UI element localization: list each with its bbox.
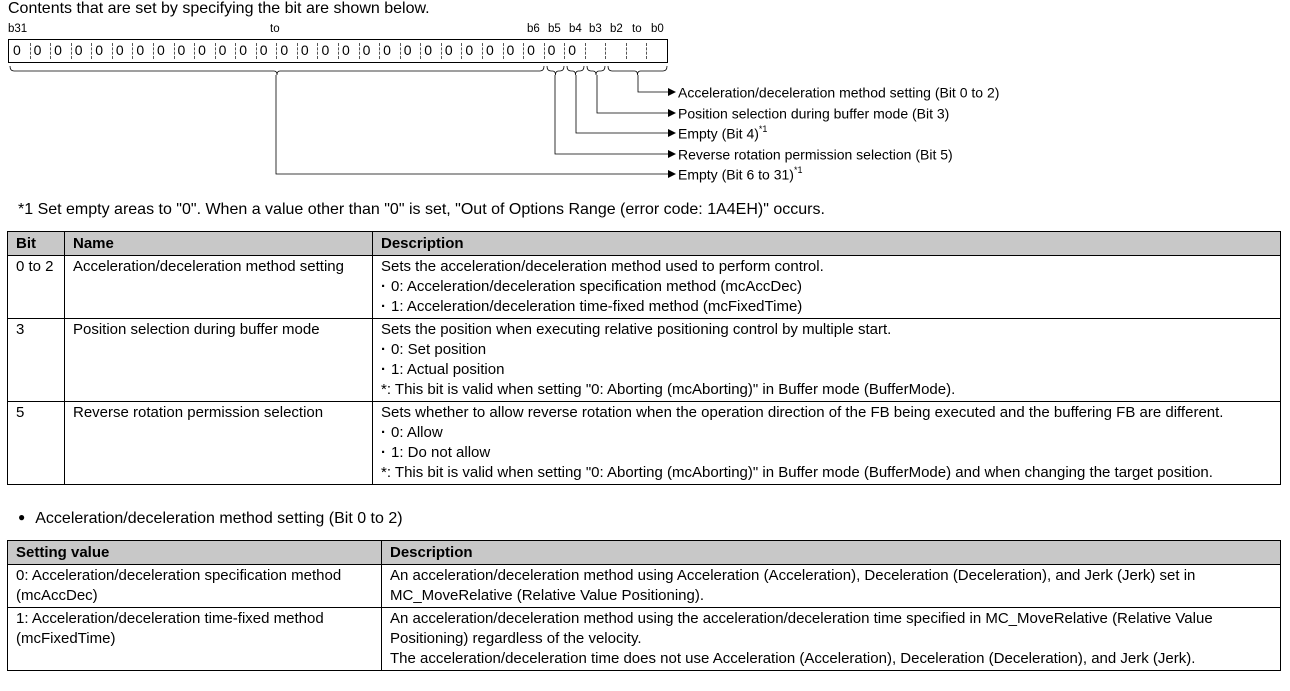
- option-text: 0: Set position: [391, 341, 487, 358]
- option-text: 0: Acceleration/deceleration specification method (mcAccDec): [391, 278, 803, 295]
- table-row: [8, 402, 1281, 485]
- bit-value: 0: [403, 42, 412, 58]
- legend-text: Position selection during buffer mode (Bit 3): [678, 105, 950, 122]
- bit-label-b2: b2: [610, 23, 623, 35]
- bit-label-to: to: [270, 23, 280, 35]
- option-text: 1: Acceleration/deceleration time-fixed method (mcFixedTime): [391, 298, 803, 315]
- legend-text: Empty (Bit 6 to 31): [678, 166, 794, 183]
- group-brace: [587, 66, 605, 75]
- bullet-icon: ·: [381, 298, 386, 315]
- description-line: [381, 360, 1272, 380]
- bit-value: 0: [156, 42, 165, 58]
- name-cell: Position selection during buffer mode: [65, 319, 373, 402]
- description-cell: [373, 319, 1281, 402]
- option-text: 0: Allow: [391, 424, 443, 441]
- bit-value: 0: [95, 42, 104, 58]
- name-cell: Reverse rotation permission selection: [65, 402, 373, 485]
- bullet-icon: ·: [381, 341, 386, 358]
- legend-text: Empty (Bit 4): [678, 125, 759, 142]
- description-line: [381, 277, 1272, 297]
- bit-value: 0: [362, 42, 371, 58]
- bit-label-b3: b3: [589, 23, 602, 35]
- description-line: [381, 443, 1272, 463]
- bit-value: 0: [547, 42, 556, 58]
- connector-line: [576, 75, 668, 133]
- bullet-icon: ●: [18, 510, 26, 524]
- arrow-icon: [668, 170, 676, 178]
- bullet-icon: ·: [381, 278, 386, 295]
- description-line: An acceleration/deceleration method using Acceleration (Acceleration), Deceleration (Deceleration), and Jerk (Jerk) set in MC_MoveRelative (Relative Value Positioning).: [390, 567, 1196, 604]
- table-header-row: [8, 232, 1281, 256]
- table-header-row: [8, 541, 1281, 565]
- description-cell: [373, 402, 1281, 485]
- arrow-icon: [668, 129, 676, 137]
- bit-cell: 0 to 2: [8, 256, 65, 319]
- option-text: 1: Do not allow: [391, 444, 491, 461]
- bullet-icon: ·: [381, 444, 386, 461]
- bit-value: 0: [568, 42, 576, 58]
- bit-value: 0: [424, 42, 433, 58]
- legend-note: *1: [793, 165, 803, 175]
- name-cell: Acceleration/deceleration method setting: [65, 256, 373, 319]
- bit-value: 0: [115, 42, 124, 58]
- bit-value: 0: [300, 42, 309, 58]
- description-note: *: This bit is valid when setting "0: Aborting (mcAborting)" in Buffer mode (BufferMode).: [381, 381, 956, 398]
- bullet-icon: ·: [381, 424, 386, 441]
- section-heading-text: Acceleration/deceleration method setting (Bit 0 to 2): [35, 510, 403, 527]
- description-line: [381, 423, 1272, 443]
- bit-value: 0: [383, 42, 391, 58]
- legend-text: Acceleration/deceleration method setting (Bit 0 to 2): [678, 84, 1000, 101]
- connector-line: [597, 75, 668, 113]
- legend-item: [678, 166, 802, 183]
- bit-label-b5: b5: [548, 23, 561, 35]
- description-line: Sets whether to allow reverse rotation when the operation direction of the FB being executed and the buffering FB are different.: [381, 404, 1224, 421]
- bit-cell: 3: [8, 319, 65, 402]
- table-row: [8, 319, 1281, 402]
- group-brace: [608, 66, 667, 75]
- bit-value: 0: [485, 42, 494, 58]
- legend-note: *1: [758, 124, 768, 134]
- bullet-icon: ·: [381, 361, 386, 378]
- bit-value: 0: [321, 42, 330, 58]
- arrow-icon: [668, 88, 676, 96]
- legend-item: [678, 146, 953, 163]
- connector-line: [555, 75, 668, 154]
- column-header: Name: [65, 232, 373, 256]
- description-line: [381, 340, 1272, 360]
- description-line: An acceleration/deceleration method using the acceleration/deceleration time specified in MC_MoveRelative (Relative Value Positioning) regardless of the velocity.: [390, 610, 1213, 647]
- bit-label-b6: b6: [527, 23, 540, 35]
- connector-line: [638, 75, 668, 92]
- bit-value: 0: [198, 42, 206, 58]
- bit-value: 0: [527, 42, 535, 58]
- legend-item: [678, 125, 767, 142]
- bit-value: 0: [13, 42, 21, 58]
- bit-value: 0: [342, 42, 350, 58]
- bit-value: 0: [74, 42, 83, 58]
- description-cell: [373, 256, 1281, 319]
- bit-value: 0: [280, 42, 289, 58]
- description-note: *: This bit is valid when setting "0: Aborting (mcAborting)" in Buffer mode (BufferMode) and when changing the target position.: [381, 464, 1213, 481]
- bit-value: 0: [239, 42, 247, 58]
- group-brace: [10, 66, 544, 75]
- table-row: [8, 608, 1281, 671]
- bit-label-to-low: to: [632, 23, 642, 35]
- setting-value-cell: 0: Acceleration/deceleration specification method (mcAccDec): [8, 565, 382, 608]
- legend-item: [678, 84, 999, 101]
- legend-item: [678, 105, 949, 122]
- description-cell: [382, 608, 1281, 671]
- description-cell: [382, 565, 1281, 608]
- group-brace: [567, 66, 584, 75]
- bit-table: [7, 231, 1281, 485]
- bit-value: 0: [218, 42, 227, 58]
- arrow-icon: [668, 109, 676, 117]
- description-line: Sets the acceleration/deceleration method used to perform control.: [381, 258, 824, 275]
- column-header: Setting value: [8, 541, 382, 565]
- table-row: [8, 565, 1281, 608]
- bit-value: 0: [177, 42, 186, 58]
- bit-label-b0: b0: [651, 23, 664, 35]
- arrow-icon: [668, 150, 676, 158]
- bit-value: 0: [444, 42, 453, 58]
- table-row: [8, 256, 1281, 319]
- description-line: [381, 297, 1272, 317]
- description-line: The acceleration/deceleration time does not use Acceleration (Acceleration), Deceleration (Deceleration), and Jerk (Jerk).: [390, 650, 1196, 667]
- footnote: *1 Set empty areas to "0". When a value other than "0" is set, "Out of Options Range (error code: 1A4EH)" occurs.: [18, 201, 825, 218]
- option-text: 1: Actual position: [391, 361, 505, 378]
- setting-value-table: [7, 540, 1281, 671]
- group-brace: [547, 66, 564, 75]
- intro-text: Contents that are set by specifying the bit are shown below.: [8, 0, 430, 17]
- column-header: Description: [382, 541, 1281, 565]
- description-line: Sets the position when executing relative positioning control by multiple start.: [381, 321, 892, 338]
- column-header: Description: [373, 232, 1281, 256]
- bit-diagram-lines: [0, 0, 1290, 200]
- connector-line: [276, 75, 668, 174]
- bit-value: 0: [259, 42, 268, 58]
- bit-value: 0: [465, 42, 474, 58]
- bit-value: 0: [33, 42, 42, 58]
- bit-label-b31: b31: [8, 23, 28, 35]
- bit-label-b4: b4: [569, 23, 582, 35]
- column-header: Bit: [8, 232, 65, 256]
- legend-text: Reverse rotation permission selection (Bit 5): [678, 146, 953, 163]
- bit-value: 0: [54, 42, 62, 58]
- section-heading: [18, 510, 403, 528]
- setting-value-cell: 1: Acceleration/deceleration time-fixed method (mcFixedTime): [8, 608, 382, 671]
- bit-value: 0: [506, 42, 515, 58]
- bit-value: 0: [136, 42, 145, 58]
- bit-cell: 5: [8, 402, 65, 485]
